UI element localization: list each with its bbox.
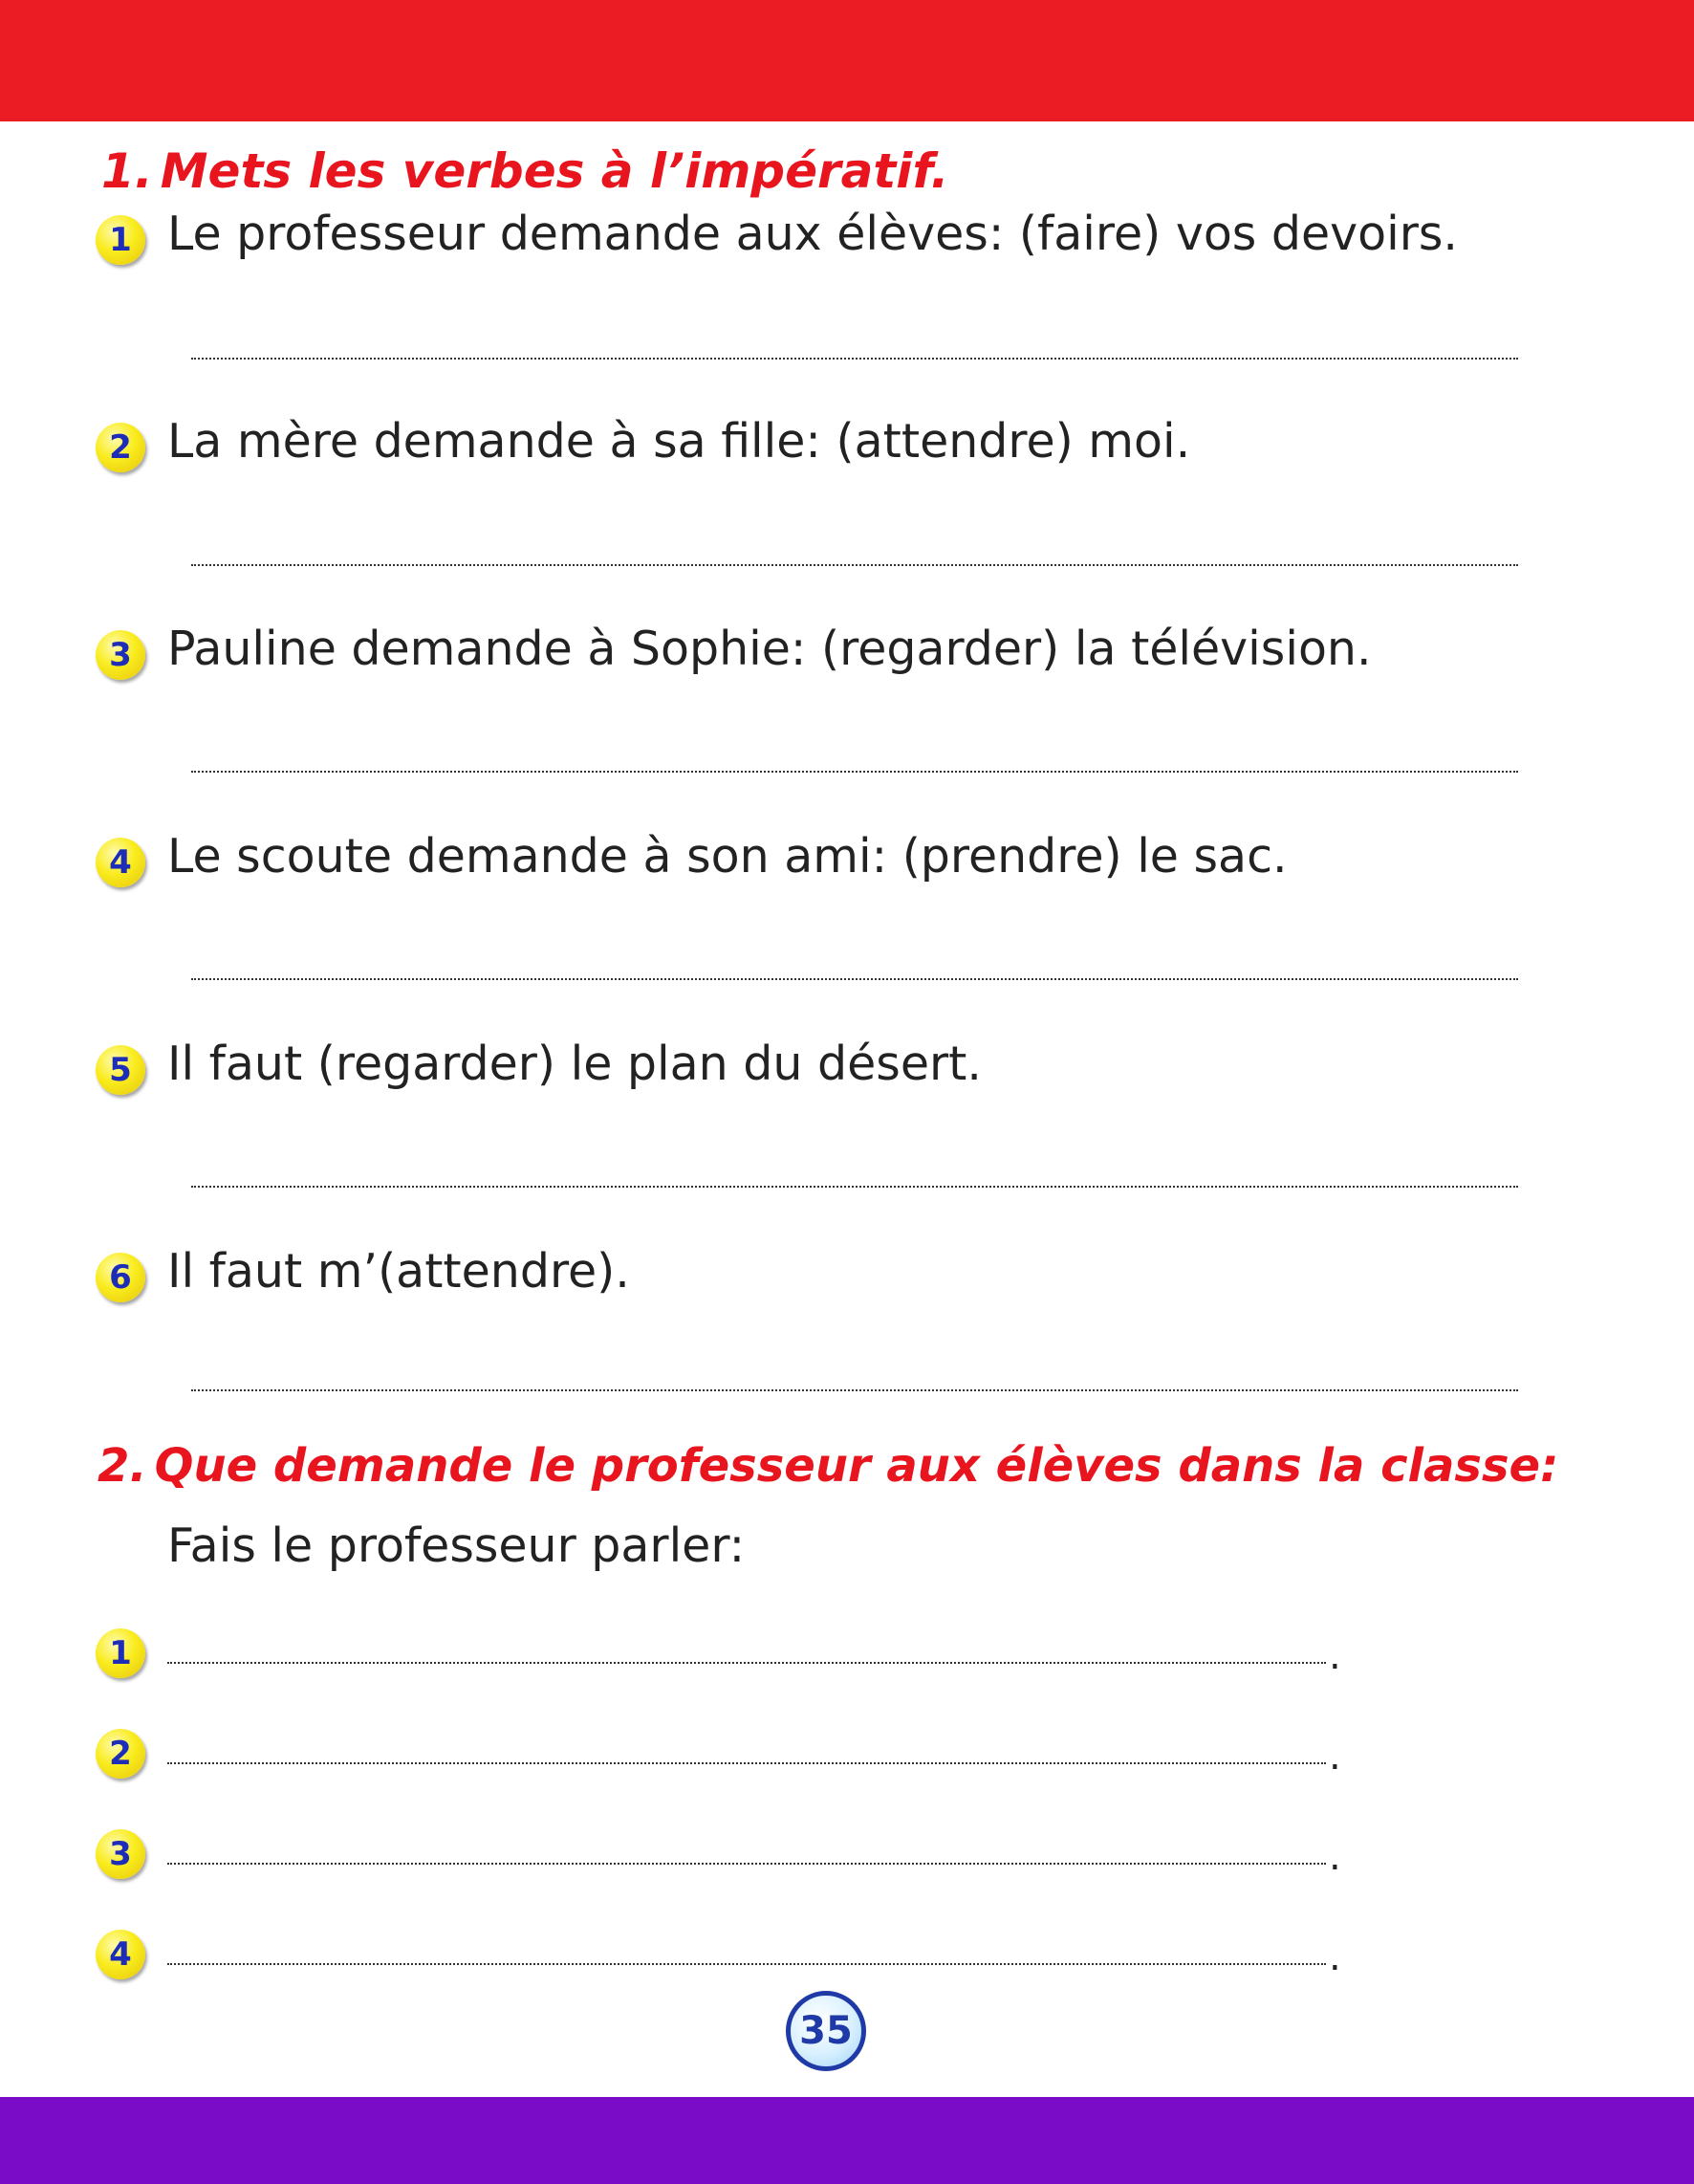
- top-color-band: [0, 0, 1694, 121]
- answer-line-1[interactable]: [191, 358, 1518, 360]
- answer-line-2[interactable]: [191, 564, 1518, 566]
- fill-badge-4: 4: [96, 1930, 145, 1979]
- fill-line-end-3: .: [1329, 1835, 1341, 1879]
- fill-badge-3: 3: [96, 1829, 145, 1879]
- page-number: 35: [786, 1991, 866, 2071]
- answer-line-6[interactable]: [191, 1389, 1518, 1391]
- item-badge-6: 6: [96, 1253, 145, 1302]
- exercise-1-number: 1.: [101, 143, 153, 199]
- exercise-1-sentence-5: Il faut (regarder) le plan du désert.: [167, 1037, 982, 1091]
- fill-line-3[interactable]: [167, 1863, 1326, 1865]
- exercise-2-heading: [98, 1439, 1558, 1493]
- fill-line-2[interactable]: [167, 1762, 1326, 1764]
- exercise-1-sentence-1: Le professeur demande aux élèves: (faire) vos devoirs.: [167, 207, 1458, 261]
- fill-badge-2: 2: [96, 1729, 145, 1779]
- answer-line-3[interactable]: [191, 771, 1518, 773]
- fill-badge-1: 1: [96, 1628, 145, 1678]
- item-badge-4: 4: [96, 838, 145, 887]
- exercise-2-number: 2.: [98, 1439, 147, 1493]
- bottom-color-band: [0, 2097, 1694, 2184]
- exercise-1-sentence-3: Pauline demande à Sophie: (regarder) la télévision.: [167, 622, 1372, 676]
- fill-line-1[interactable]: [167, 1662, 1326, 1664]
- exercise-1-heading: [101, 143, 948, 199]
- exercise-1-sentence-6: Il faut m’(attendre).: [167, 1244, 630, 1299]
- fill-line-end-2: .: [1329, 1735, 1341, 1779]
- item-badge-1: 1: [96, 215, 145, 265]
- exercise-1-sentence-2: La mère demande à sa fille: (attendre) moi.: [167, 414, 1191, 469]
- item-badge-2: 2: [96, 423, 145, 472]
- answer-line-4[interactable]: [191, 978, 1518, 980]
- exercise-2-instruction: Fais le professeur parler:: [167, 1518, 746, 1573]
- exercise-1-sentence-4: Le scoute demande à son ami: (prendre) le sac.: [167, 829, 1288, 884]
- fill-line-end-1: .: [1329, 1634, 1341, 1678]
- exercise-1-title: Mets les verbes à l’impératif.: [160, 143, 949, 199]
- fill-line-4[interactable]: [167, 1963, 1326, 1965]
- exercise-2-title: Que demande le professeur aux élèves dans la classe:: [154, 1439, 1559, 1493]
- answer-line-5[interactable]: [191, 1186, 1518, 1188]
- item-badge-5: 5: [96, 1045, 145, 1095]
- item-badge-3: 3: [96, 630, 145, 680]
- fill-line-end-4: .: [1329, 1935, 1341, 1979]
